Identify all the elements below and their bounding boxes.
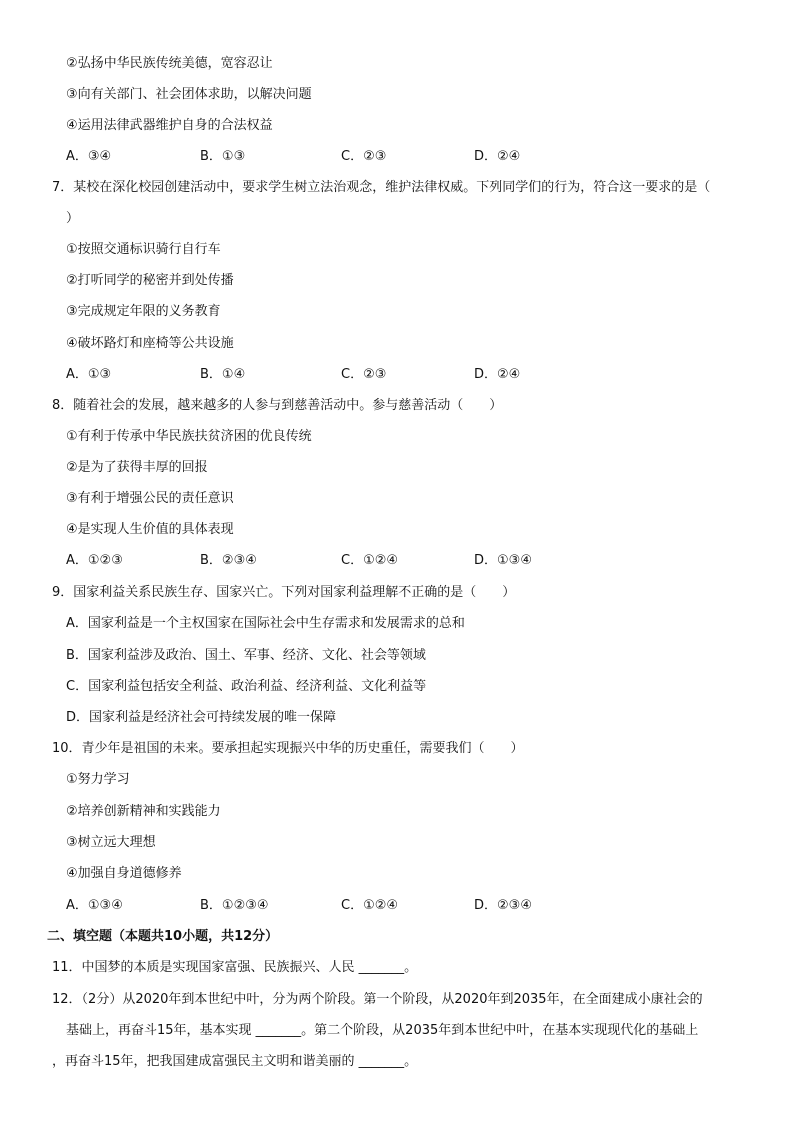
section-heading: 二、填空题（本题共10小题，共12分） <box>47 929 279 944</box>
q12-line-1: 12．（2分）从2020年到本世纪中叶，分为两个阶段。第一个阶段，从2020年到2035年，在全面建成小康社会的 <box>52 992 703 1007</box>
q9-option-b: B．国家利益涉及政治、国土、军事、经济、文化、社会等领域 <box>66 648 426 663</box>
q7-item-1: ①按照交通标识骑行自行车 <box>66 242 221 257</box>
q7-item-4: ④破坏路灯和座椅等公共设施 <box>66 336 234 351</box>
q10-option-b: B．①②③④ <box>200 898 269 913</box>
q10-item-4: ④加强自身道德修养 <box>66 866 182 881</box>
q7-option-a: A．①③ <box>66 367 112 382</box>
q6-option-c: C．②③ <box>341 149 387 164</box>
q8-item-4: ④是实现人生价值的具体表现 <box>66 522 234 537</box>
q12-line-2: 基础上，再奋斗15年，基本实现 _______。第二个阶段，从2035年到本世纪中叶，在基本实现现代化的基础上 <box>66 1023 699 1038</box>
q7-stem-cont: ） <box>66 211 80 226</box>
q6-option-a: A．③④ <box>66 149 112 164</box>
q6-item-3: ③向有关部门、社会团体求助，以解决问题 <box>66 87 312 102</box>
q8-item-1: ①有利于传承中华民族扶贫济困的优良传统 <box>66 429 312 444</box>
q8-option-d: D．①③④ <box>474 553 532 568</box>
q8-option-a: A．①②③ <box>66 553 123 568</box>
q6-item-4: ④运用法律武器维护自身的合法权益 <box>66 118 273 133</box>
q8-stem: 8．随着社会的发展，越来越多的人参与到慈善活动中。参与慈善活动（ ） <box>52 398 503 413</box>
q10-item-3: ③树立远大理想 <box>66 835 156 850</box>
q8-item-2: ②是为了获得丰厚的回报 <box>66 460 208 475</box>
q7-item-3: ③完成规定年限的义务教育 <box>66 304 221 319</box>
q12-line-3: ，再奋斗15年，把我国建成富强民主文明和谐美丽的 _______。 <box>52 1054 418 1069</box>
q9-stem: 9．国家利益关系民族生存、国家兴亡。下列对国家利益理解不正确的是（ ） <box>52 585 516 600</box>
q10-option-c: C．①②④ <box>341 898 399 913</box>
q7-option-c: C．②③ <box>341 367 387 382</box>
q8-option-c: C．①②④ <box>341 553 399 568</box>
q8-option-b: B．②③④ <box>200 553 257 568</box>
q6-option-b: B．①③ <box>200 149 246 164</box>
q7-item-2: ②打听同学的秘密并到处传播 <box>66 273 234 288</box>
q9-option-d: D．国家利益是经济社会可持续发展的唯一保障 <box>66 710 337 725</box>
q7-option-b: B．①④ <box>200 367 246 382</box>
q11-text: 11．中国梦的本质是实现国家富强、民族振兴、人民 _______。 <box>52 960 418 975</box>
q9-option-c: C．国家利益包括安全利益、政治利益、经济利益、文化利益等 <box>66 679 427 694</box>
q6-item-2: ②弘扬中华民族传统美德，宽容忍让 <box>66 56 273 71</box>
q6-option-d: D．②④ <box>474 149 521 164</box>
q7-stem: 7．某校在深化校园创建活动中，要求学生树立法治观念，维护法律权威。下列同学们的行为，符合这一要求的是（ <box>52 180 711 195</box>
q10-option-d: D．②③④ <box>474 898 532 913</box>
q8-item-3: ③有利于增强公民的责任意识 <box>66 491 234 506</box>
q10-item-1: ①努力学习 <box>66 772 130 787</box>
q10-item-2: ②培养创新精神和实践能力 <box>66 804 221 819</box>
q9-option-a: A．国家利益是一个主权国家在国际社会中生存需求和发展需求的总和 <box>66 616 465 631</box>
q10-stem: 10．青少年是祖国的未来。要承担起实现振兴中华的历史重任，需要我们（ ） <box>52 741 524 756</box>
q7-option-d: D．②④ <box>474 367 521 382</box>
q10-option-a: A．①③④ <box>66 898 123 913</box>
